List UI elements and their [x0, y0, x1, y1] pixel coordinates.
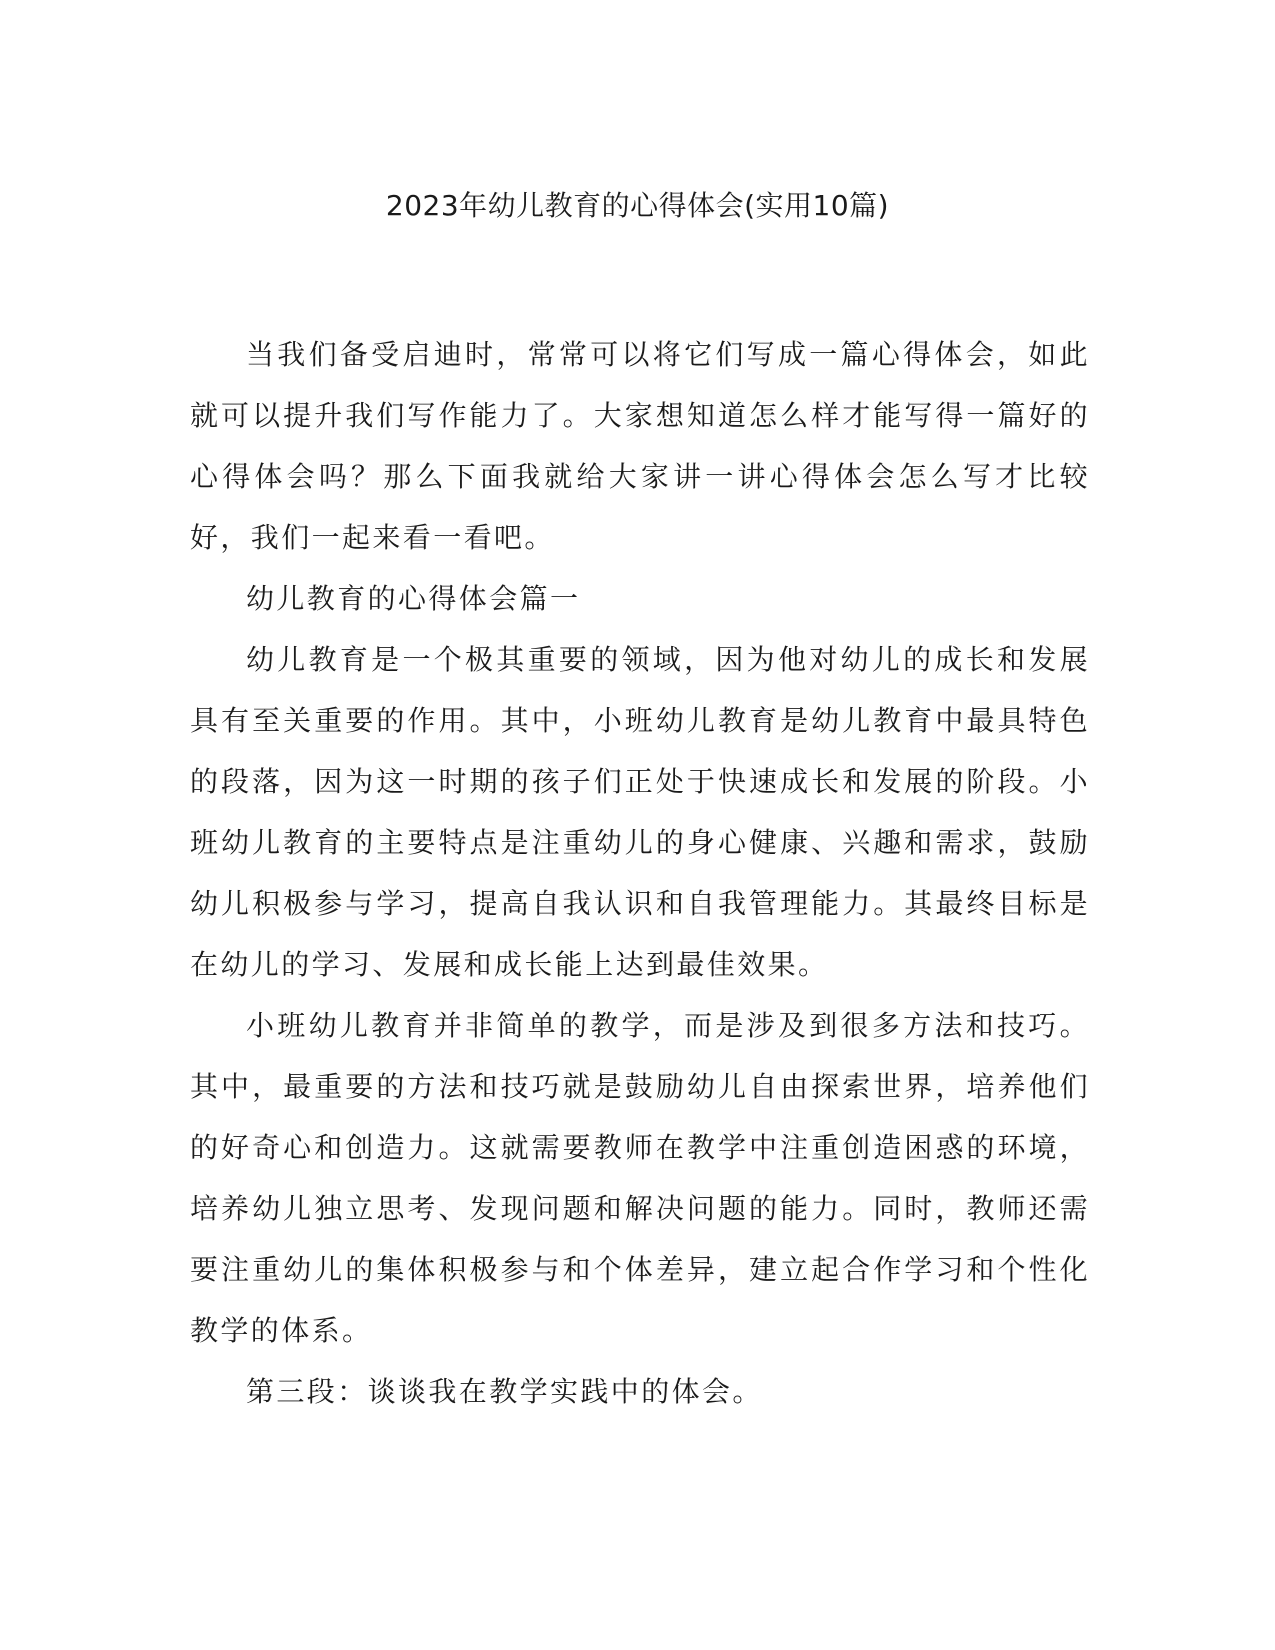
body-paragraph: 小班幼儿教育并非简单的教学，而是涉及到很多方法和技巧。其中，最重要的方法和技巧就是鼓励幼儿自由探索世界，培养他们的好奇心和创造力。这就需要教师在教学中注重创造困惑的环境，培养幼儿独立思考、发现问题和解决问题的能力。同时，教师还需要注重幼儿的集体积极参与和个体差异，建立起合作学习和个性化教学的体系。 — [190, 1009, 1090, 1347]
section-heading: 幼儿教育的心得体会篇一 — [246, 582, 581, 615]
section-heading: 第三段：谈谈我在教学实践中的体会。 — [246, 1375, 763, 1408]
intro-paragraph: 当我们备受启迪时，常常可以将它们写成一篇心得体会，如此就可以提升我们写作能力了。大家想知道怎么样才能写得一篇好的心得体会吗？那么下面我就给大家讲一讲心得体会怎么写才比较好，我们一起来看一看吧。 — [190, 338, 1090, 554]
body-paragraph: 幼儿教育是一个极其重要的领域，因为他对幼儿的成长和发展具有至关重要的作用。其中，小班幼儿教育是幼儿教育中最具特色的段落，因为这一时期的孩子们正处于快速成长和发展的阶段。小班幼儿教育的主要特点是注重幼儿的身心健康、兴趣和需求，鼓励幼儿积极参与学习，提高自我认识和自我管理能力。其最终目标是在幼儿的学习、发展和成长能上达到最佳效果。 — [190, 643, 1090, 981]
document-title: 2023年幼儿教育的心得体会(实用10篇) — [385, 189, 890, 222]
document-body — [190, 324, 1090, 1422]
